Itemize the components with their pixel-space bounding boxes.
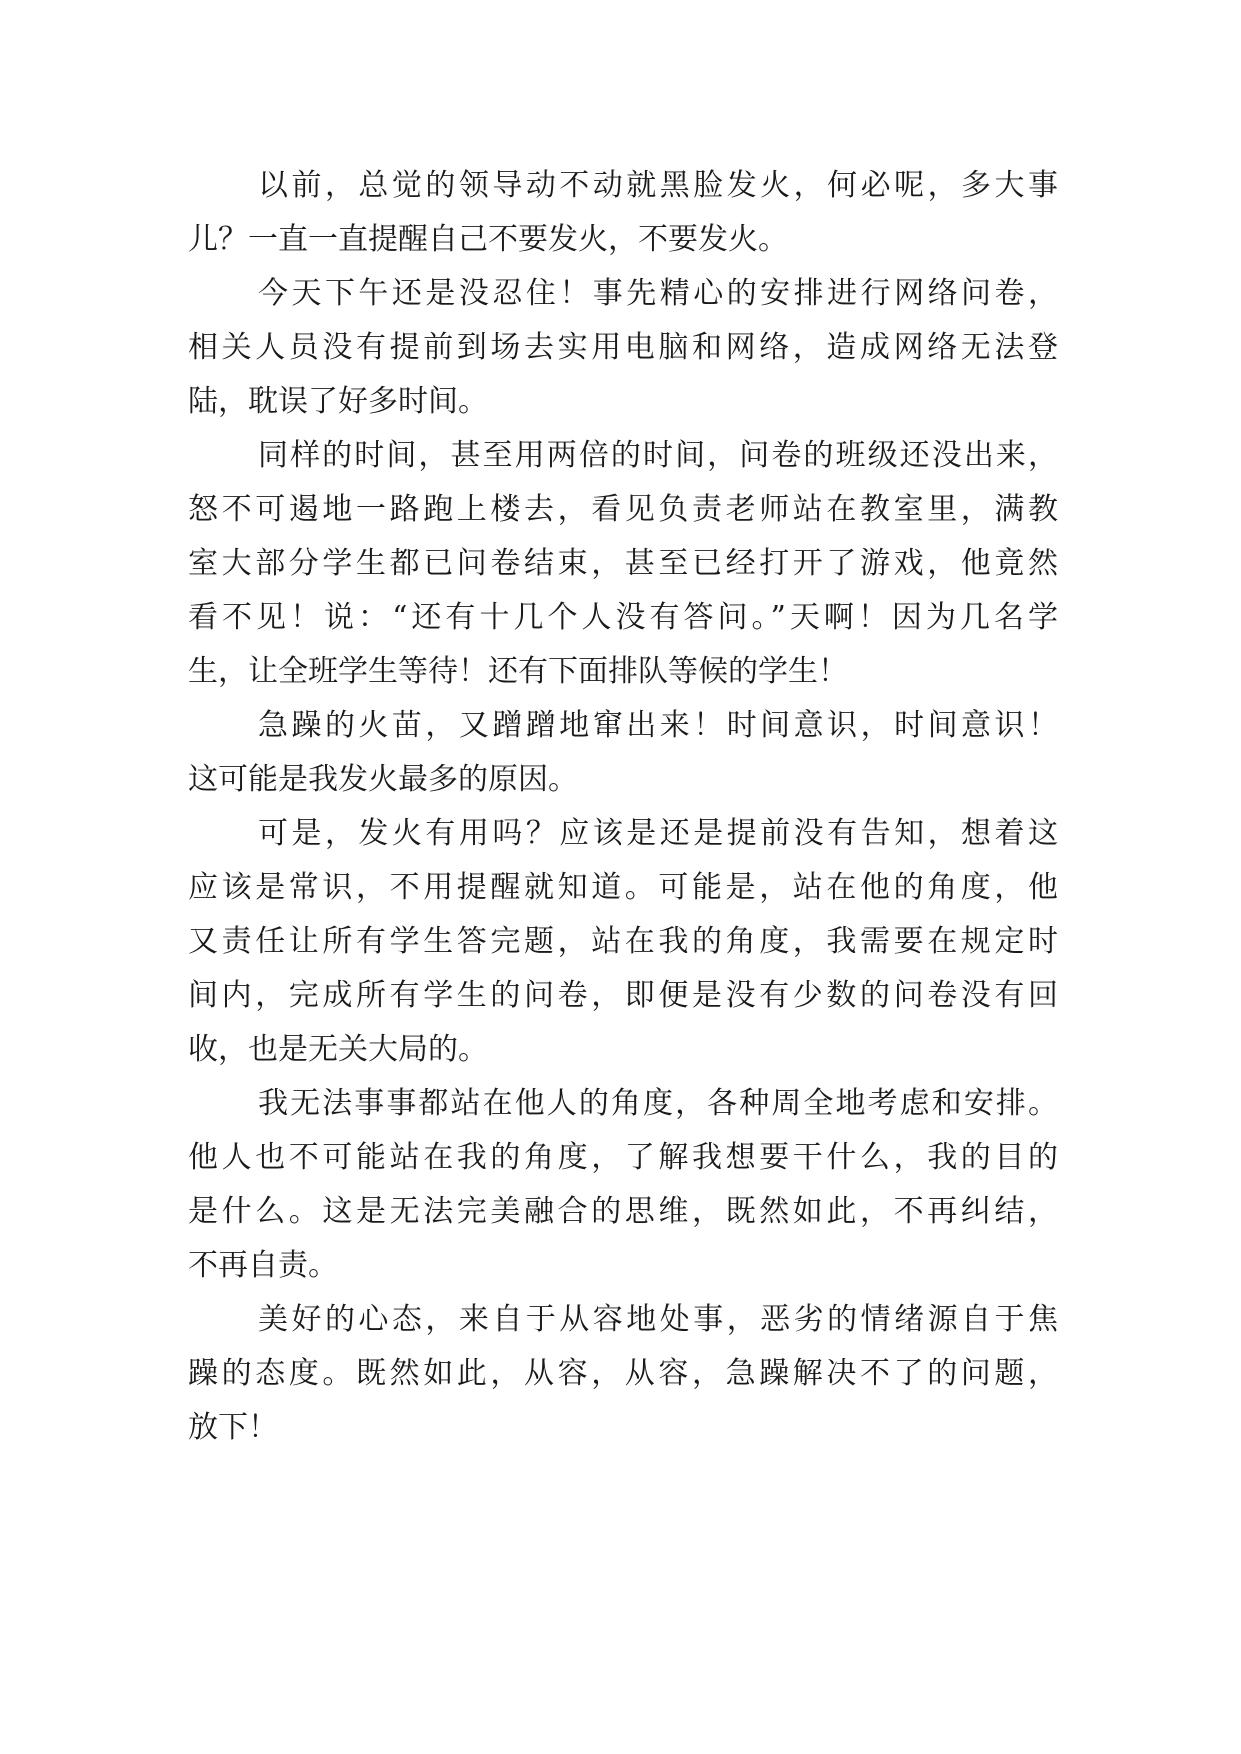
text-line: 我无法事事都站在他人的角度，各种周全地考虑和安排。 (258, 1086, 1058, 1121)
text-line: 今天下午还是没忍住！事先精心的安排进行网络问卷， (258, 276, 1058, 311)
text-line: 生，让全班学生等待！还有下面排队等候的学生！ (188, 654, 848, 689)
text-line: 以前，总觉的领导动不动就黑脸发火，何必呢，多大事 (258, 168, 1058, 203)
text-line: 他人也不可能站在我的角度，了解我想要干什么，我的目的 (188, 1140, 1058, 1175)
text-line: 陆，耽误了好多时间。 (188, 384, 488, 419)
text-line: 儿？一直一直提醒自己不要发火，不要发火。 (188, 222, 788, 257)
paragraph (188, 807, 1058, 1077)
paragraph (188, 429, 1058, 699)
text-line: 美好的心态，来自于从容地处事，恶劣的情绪源自于焦 (258, 1302, 1058, 1337)
paragraph (188, 699, 1058, 807)
text-line: 是什么。这是无法完美融合的思维，既然如此，不再纠结， (188, 1194, 1058, 1229)
text-line: 急躁的火苗，又蹭蹭地窜出来！时间意识，时间意识！ (258, 708, 1058, 743)
text-line: 这可能是我发火最多的原因。 (188, 762, 578, 797)
paragraph (188, 1293, 1058, 1455)
text-line: 可是，发火有用吗？应该是还是提前没有告知，想着这 (258, 816, 1058, 851)
text-line: 同样的时间，甚至用两倍的时间，问卷的班级还没出来， (258, 438, 1058, 473)
text-line: 收，也是无关大局的。 (188, 1032, 488, 1067)
text-line: 不再自责。 (188, 1248, 338, 1283)
text-line: 怒不可遏地一路跑上楼去，看见负责老师站在教室里，满教 (188, 492, 1058, 527)
text-line: 应该是常识，不用提醒就知道。可能是，站在他的角度，他 (188, 870, 1058, 905)
text-line: 放下！ (188, 1410, 278, 1445)
text-line: 间内，完成所有学生的问卷，即便是没有少数的问卷没有回 (188, 978, 1058, 1013)
text-line: 看不见！说：“还有十几个人没有答问。”天啊！因为几名学 (188, 600, 1058, 635)
text-line: 又责任让所有学生答完题，站在我的角度，我需要在规定时 (188, 924, 1058, 959)
text-line: 躁的态度。既然如此，从容，从容，急躁解决不了的问题， (188, 1356, 1058, 1391)
paragraph (188, 267, 1058, 429)
document-body (188, 159, 1058, 1455)
text-line: 相关人员没有提前到场去实用电脑和网络，造成网络无法登 (188, 330, 1058, 365)
paragraph (188, 1077, 1058, 1293)
paragraph (188, 159, 1058, 267)
text-line: 室大部分学生都已问卷结束，甚至已经打开了游戏，他竟然 (188, 546, 1058, 581)
